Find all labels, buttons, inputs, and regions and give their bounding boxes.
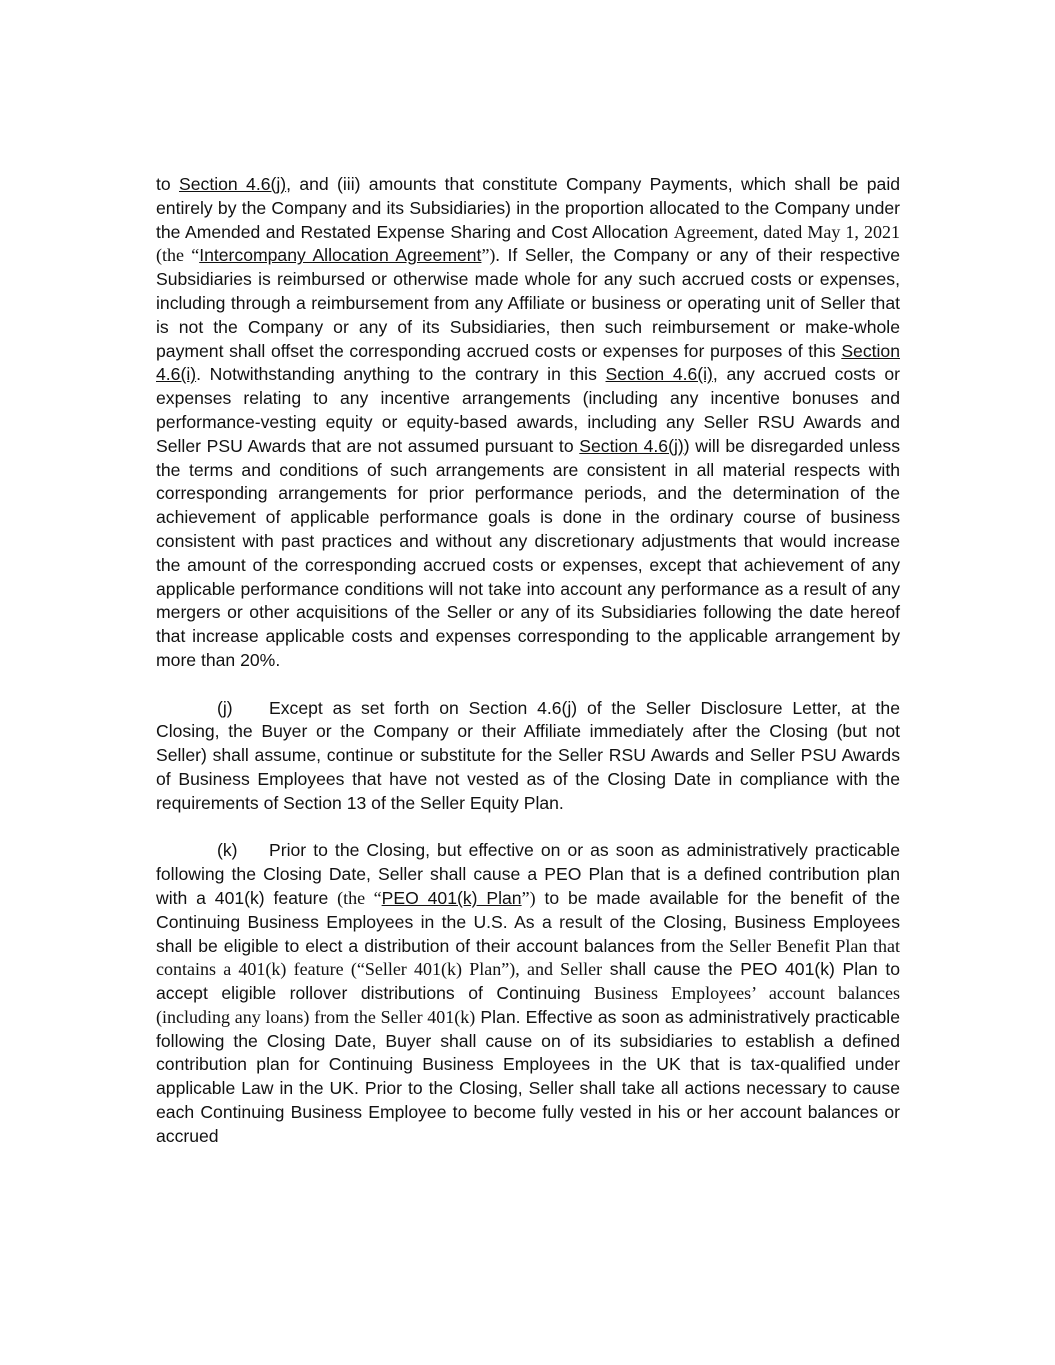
text-run: to (156, 174, 180, 194)
defined-term: Intercompany Allocation Agreement (199, 245, 482, 266)
text-run: Prior to the Closing, but effective on or as soon as administratively practicable following the Closing Date, Seller shall cause a PEO Plan that is a defined contribution plan with a 401(k) feature (156, 840, 900, 908)
text-run: Plan. Effective as soon as administratively practicable following the Closing Date, Buyer shall cause on of its subsidiaries to establish a defined contribution plan for Continuing Business Employees in the UK that is tax-qualified under applicable Law in the UK. Prior to the Closing, Seller shall take all actions necessary to cause each Continuing Business Employee to become fully vested in his or her account balances or accrued (156, 1006, 901, 1146)
text-run: the Seller Benefit Plan that contains a 401(k) feature (“Seller 401(k) Plan”), and Seller (156, 935, 900, 980)
text-run: , and (iii) amounts that constitute Company Payments, which shall be paid entirely by the Company and its Subsidiaries) in the proportion allocated to the Company under the Amended and Restated Expense Sharing and Cost Allocation (156, 174, 901, 242)
paragraph-label: (j) (217, 697, 233, 718)
text-run: If Seller, the Company or any of their respective Subsidiaries is reimbursed or otherwise made whole for any such accrued costs or expenses, including through a reimbursement from any Affiliate or business or operating unit of Seller that is not the Company or any of its Subsidiaries, then such reimbursement or make-whole payment shall offset the corresponding accrued costs or expenses for purposes of this (156, 245, 900, 361)
paragraph-j (156, 697, 900, 816)
text-run: ”). (481, 245, 500, 266)
section-reference: Section 4.6(i) (605, 364, 713, 385)
section-reference: Section 4.6(j) (179, 174, 287, 194)
paragraph-label: (k) (217, 840, 238, 861)
defined-term: PEO 401(k) Plan (381, 887, 522, 908)
text-run: Business Employees’ account balances (including any loans) from the Seller 401(k) (156, 983, 900, 1027)
text-run: ”) (521, 887, 536, 908)
section-reference: Section 4.6(i) (156, 340, 900, 385)
text-run: Except as set forth on Section 4.6(j) of the Seller Disclosure Letter, at the Closing, the Buyer or the Company or their Affiliate immediately after the Closing (but not Seller) shall assume, continue or substitute for the Seller RSU Awards and Seller PSU Awards of Business Employees that have not vested as of the Closing Date in compliance with the requirements of Section 13 of the Seller Equity Plan. (156, 697, 900, 813)
text-run: (the “ (337, 887, 382, 908)
document-page (156, 173, 900, 1172)
text-run: shall cause the PEO 401(k) Plan to accept eligible rollover distributions of Continuing (156, 959, 900, 1004)
paragraph-k (156, 839, 900, 1148)
text-run: , any accrued costs or expenses relating to any incentive arrangements (including any incentive bonuses and performance-vesting equity or equity-based awards, including any Seller RSU Awards and Seller PSU Awards that are not assumed pursuant to (156, 364, 901, 456)
text-run: ) will be disregarded unless the terms and conditions of such arrangements are consistent in all material respects with corresponding arrangements for prior performance periods, and the determination of the achievement of applicable performance goals is done in the ordinary course of business consistent with past practices and without any discretionary adjustments that would increase the amount of the corresponding accrued costs or expenses, except that achievement of any applicable performance conditions will not take into account any performance as a result of any mergers or other acquisitions of the Seller or any of its Subsidiaries following the date hereof that increase applicable costs and expenses corresponding to the applicable arrangement by more than 20%. (156, 435, 901, 670)
text-run: . Notwithstanding anything to the contrary in this (196, 364, 606, 385)
text-run: Agreement, dated May 1, 2021 (the “ (156, 221, 900, 266)
section-reference: Section 4.6(j) (579, 435, 684, 456)
paragraph-i-continued (156, 173, 900, 673)
text-run: to be made available for the benefit of the Continuing Business Employees in the U.S. As a result of the Closing, Business Employees shall be eligible to elect a distribution of their account balances from (156, 887, 900, 956)
